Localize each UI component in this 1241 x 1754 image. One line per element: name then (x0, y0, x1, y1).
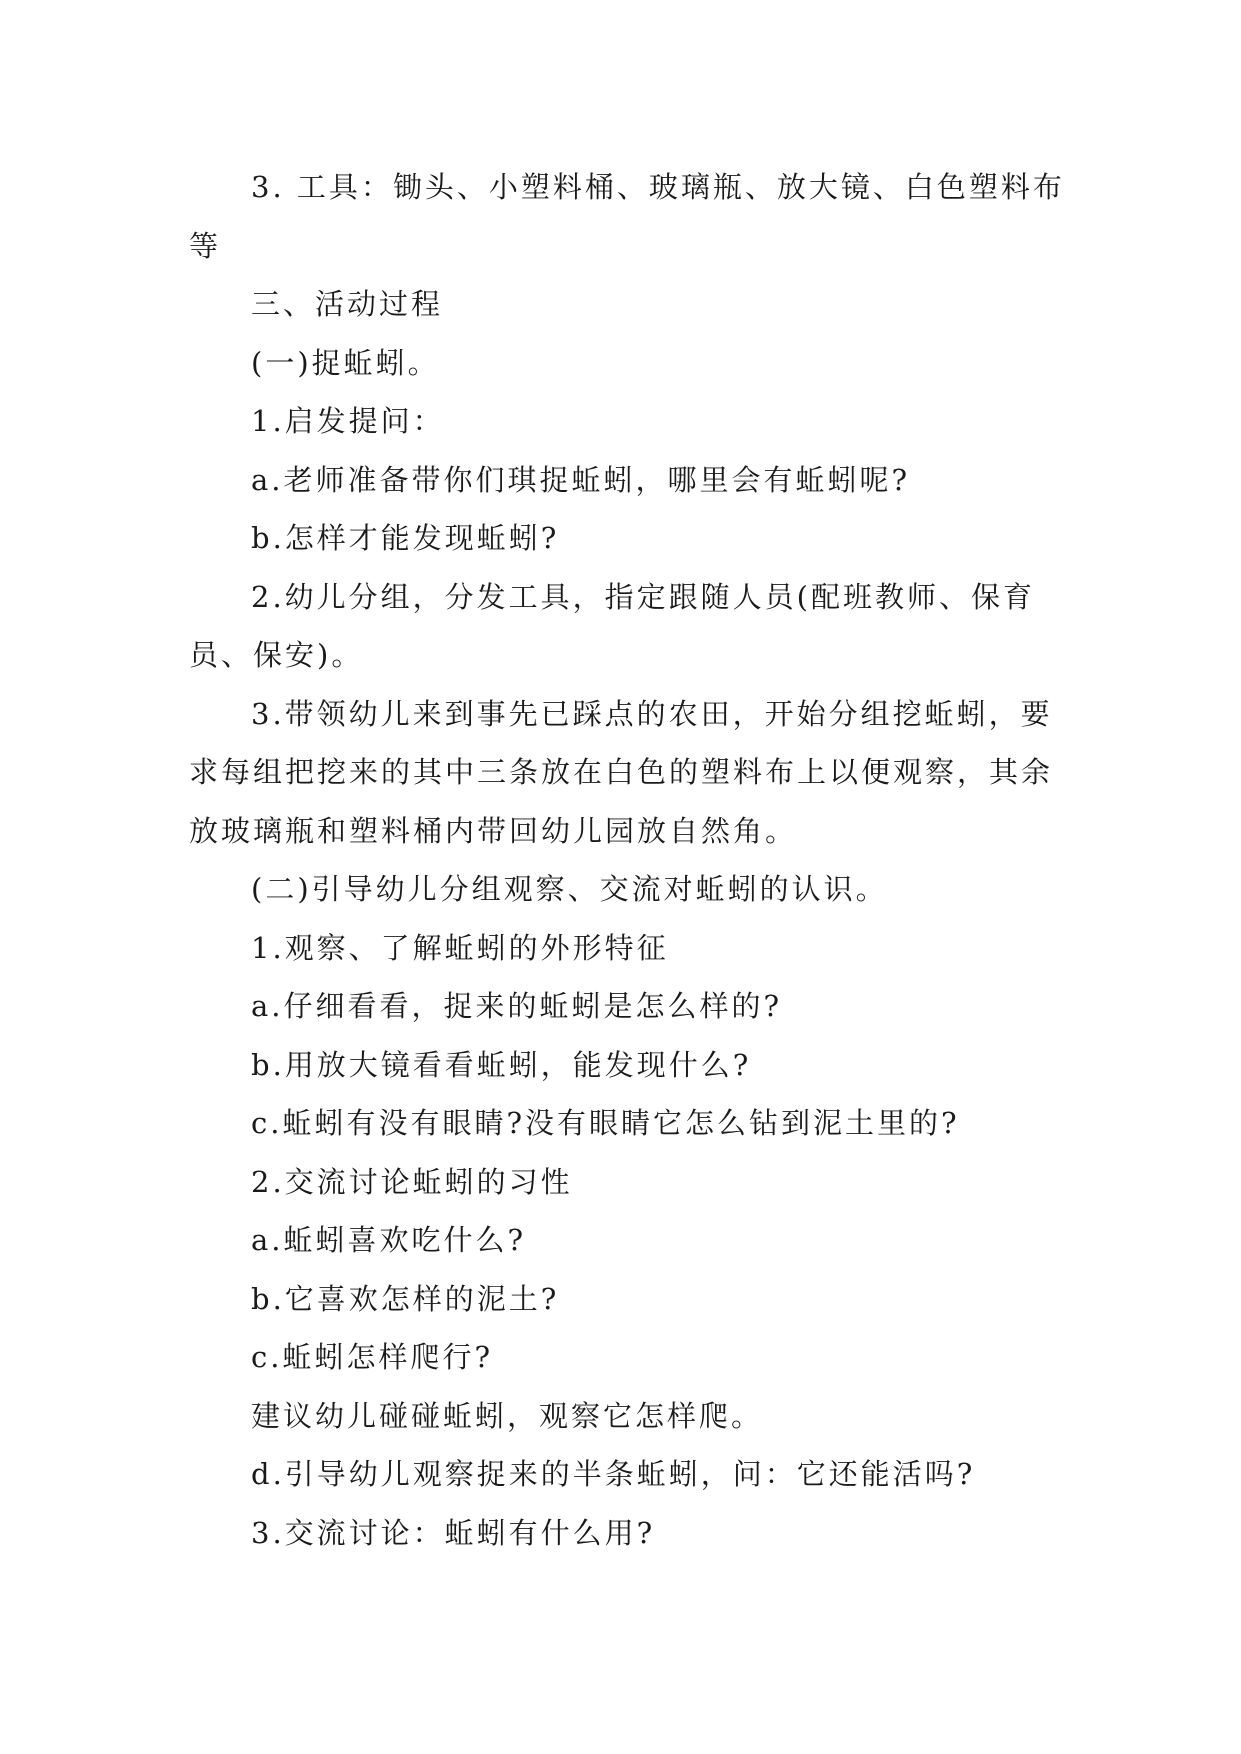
paragraph-prompt-questions: 1.启发提问： (251, 404, 445, 438)
question-item: a.蚯蚓喜欢吃什么? (251, 1223, 527, 1257)
question-item: b.它喜欢怎样的泥土? (251, 1281, 560, 1316)
question-item: b.怎样才能发现蚯蚓? (251, 521, 560, 555)
section-heading-activity-process: 三、活动过程 (251, 287, 444, 321)
paragraph-usefulness: 3.交流讨论：蚯蚓有什么用? (251, 1515, 656, 1550)
suggestion-text: 建议幼儿碰碰蚯蚓，观察它怎样爬。 (251, 1398, 764, 1433)
question-item: a.仔细看看，捉来的蚯蚓是怎么样的? (251, 989, 783, 1023)
subheading-catch-earthworms: (一)捉蚯蚓。 (251, 345, 440, 380)
paragraph-grouping: 2.幼儿分组，分发工具，指定跟随人员(配班教师、保育员、保安)。 (189, 579, 1035, 672)
paragraph-appearance: 1.观察、了解蚯蚓的外形特征 (251, 930, 669, 965)
question-item: b.用放大镜看看蚯蚓，能发现什么? (251, 1047, 752, 1082)
question-item: c.蚯蚓怎样爬行? (251, 1340, 494, 1374)
subheading-observe-discuss: (二)引导幼儿分组观察、交流对蚯蚓的认识。 (251, 872, 888, 906)
paragraph-field-trip: 3.带领幼儿来到事先已踩点的农田，开始分组挖蚯蚓，要求每组把挖来的其中三条放在白色的塑料布上以便观察，其余放玻璃瓶和塑料桶内带回幼儿园放自然角。 (189, 696, 1054, 848)
paragraph-tools: 3. 工具：锄头、小塑料桶、玻璃瓶、放大镜、白色塑料布等 (189, 170, 1065, 263)
question-item: d.引导幼儿观察捉来的半条蚯蚓，问：它还能活吗? (251, 1457, 976, 1491)
question-item: c.蚯蚓有没有眼睛?没有眼睛它怎么钻到泥土里的? (251, 1106, 960, 1140)
paragraph-habits: 2.交流讨论蚯蚓的习性 (251, 1164, 573, 1199)
question-item: a.老师准备带你们琪捉蚯蚓，哪里会有蚯蚓呢? (251, 462, 911, 497)
document-body (189, 158, 1079, 1562)
